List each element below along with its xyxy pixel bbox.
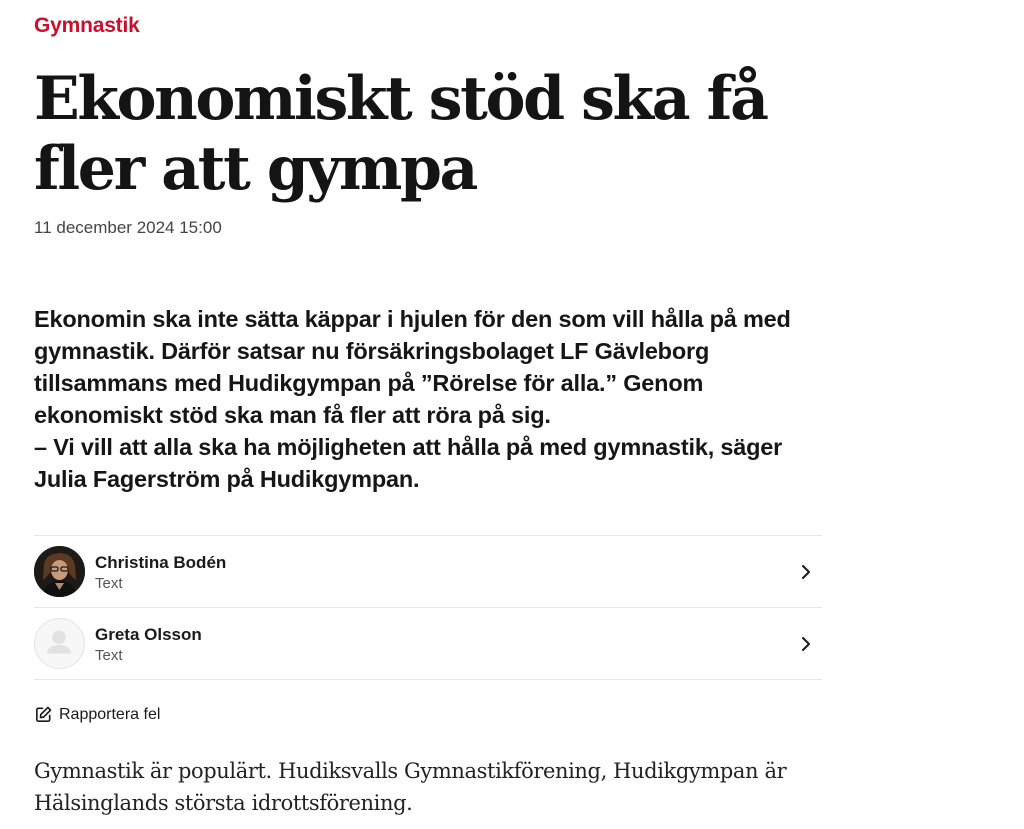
author-avatar [34,546,85,597]
lead-paragraph: Ekonomin ska inte sätta käppar i hjulen för den som vill hålla på med gymnastik. Därför satsar nu försäkringsbolaget LF Gävleborg tillsammans med Hudikgympan på ”Rörelse för alla.” Genom ekonomiskt stöd ska man få fler att röra på sig. [34,306,791,428]
author-photo-icon [34,546,85,597]
author-role: Text [95,575,123,592]
author-avatar [34,618,85,669]
article-headline: Ekonomiskt stöd ska få fler att gympa [34,64,767,204]
author-role: Text [95,647,123,664]
report-error-label: Rapportera fel [59,705,161,723]
author-item-greta-olsson[interactable] [34,608,822,680]
user-placeholder-icon [35,619,84,668]
article-lead [34,303,824,495]
publish-date: 11 december 2024 15:00 [34,218,222,237]
chevron-right-icon [796,562,816,582]
author-list [34,535,822,680]
section-label-link[interactable]: Gymnastik [34,14,140,37]
lead-quote: – Vi vill att alla ska ha möjligheten att hålla på med gymnastik, säger Julia Fagerström på Hudikgympan. [34,434,783,492]
author-item-christina-boden[interactable] [34,536,822,608]
author-name: Greta Olsson [95,625,202,644]
chevron-right-icon [796,634,816,654]
report-error-button[interactable] [34,705,160,724]
edit-icon [34,705,53,724]
article-body-paragraph: Gymnastik är populärt. Hudiksvalls Gymnastikförening, Hudikgympan är Hälsinglands största idrottsförening. [34,759,787,815]
author-name: Christina Bodén [95,553,227,572]
